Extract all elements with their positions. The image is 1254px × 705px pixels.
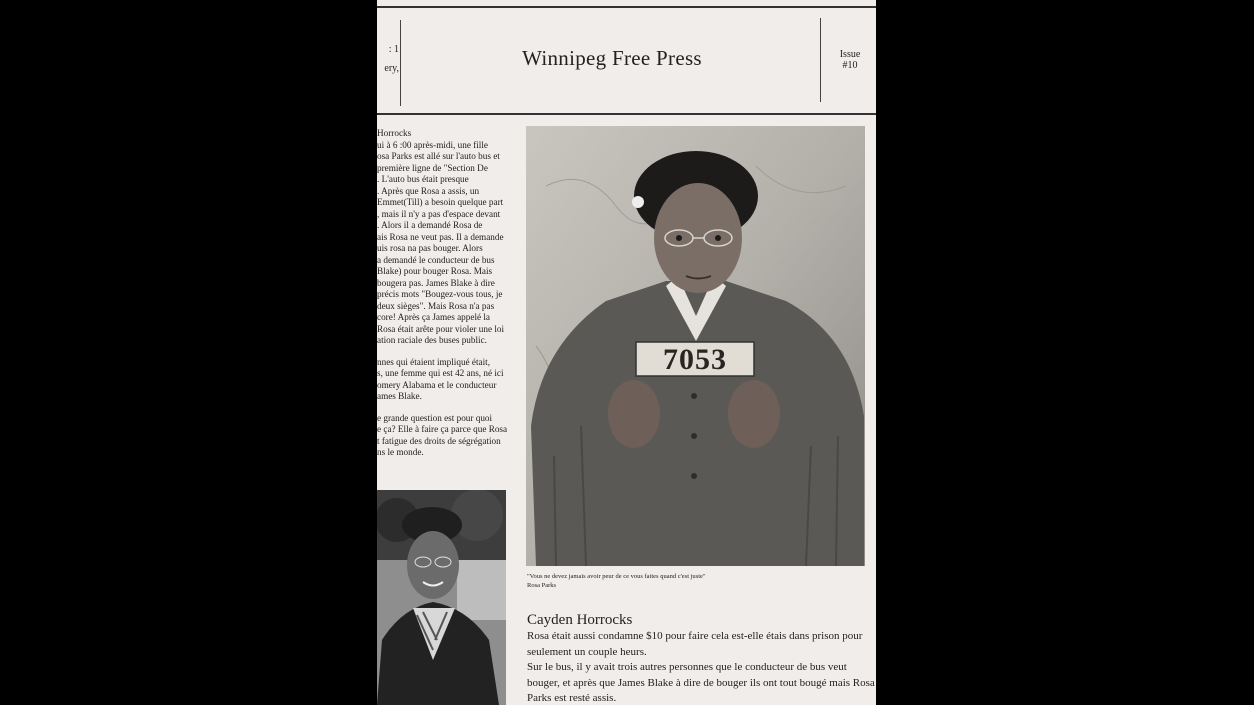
article-paragraph-1: Rosa était aussi condamne $10 pour faire cela est-elle étais dans prison pour seulement un couple heurs. xyxy=(527,630,863,658)
masthead-divider-right xyxy=(820,18,821,102)
left-column-line: osa Parks est allé sur l'auto bus et xyxy=(377,151,500,161)
left-column-line: a demandé le conducteur de bus xyxy=(377,254,495,265)
left-column-line: . Alors il a demandé Rosa de xyxy=(377,220,483,230)
left-column-line: Rosa était arête pour violer une loi xyxy=(377,323,505,334)
left-column-line: Blake) pour bouger Rosa. Mais xyxy=(377,266,493,276)
top-rule xyxy=(377,6,876,8)
article-paragraph-2: Sur le bus, il y avait trois autres personnes que le conducteur de bus veut bouger, et après que James Blake à dire de bouger ils ont tout bougé mais Rosa Parks est resté assis. xyxy=(527,661,875,704)
caption-quote: "Vous ne devez jamais avoir peur de ce vous faites quand c'est juste" xyxy=(527,573,706,580)
left-column-line: , mais il n'y a pas d'espace devant xyxy=(377,208,501,219)
left-paragraph-2 xyxy=(377,357,519,403)
left-paragraph-1 xyxy=(377,140,519,347)
left-column-line: ais Rosa ne veut pas. Il a demande xyxy=(377,231,504,242)
left-column-line: . L'auto bus était presque xyxy=(377,174,469,184)
newspaper-page xyxy=(377,0,876,705)
article-body xyxy=(527,629,876,705)
left-column-line: première ligne de "Section De xyxy=(377,162,488,173)
issue-number: #10 xyxy=(842,60,858,71)
photo-caption xyxy=(527,572,867,590)
issue-label xyxy=(827,49,873,71)
masthead-bottom-rule xyxy=(377,113,876,115)
portrait-illustration xyxy=(377,490,506,705)
left-column-line: s, une femme qui est 42 ans, né ici xyxy=(377,368,504,378)
mugshot-illustration xyxy=(526,126,865,566)
masthead-left-line-2: ery, xyxy=(384,63,399,74)
rosa-parks-portrait-photo xyxy=(377,490,506,705)
left-column-line: . Après que Rosa a assis, un xyxy=(377,185,480,196)
placard-number: 7053 xyxy=(663,343,727,376)
left-column-line: uis rosa na pas bouger. Alors xyxy=(377,243,483,253)
masthead-divider-left xyxy=(400,20,401,106)
left-column-line: Emmet(Till) a besoin quelque part xyxy=(377,197,504,207)
left-paragraph-3 xyxy=(377,413,519,459)
left-column-line: nnes qui étaient impliqué était, xyxy=(377,356,491,367)
left-column-line: e grande question est pour quoi xyxy=(377,412,493,423)
left-column-line: ns le monde. xyxy=(377,447,424,457)
left-column-article xyxy=(377,128,519,469)
left-column-line: ation raciale des buses public. xyxy=(377,335,487,345)
newspaper-title: Winnipeg Free Press xyxy=(522,46,702,70)
caption-attribution: Rosa Parks xyxy=(527,582,557,589)
rosa-parks-mugshot-photo xyxy=(526,126,865,566)
left-byline: Horrocks xyxy=(377,128,412,138)
issue-word: Issue xyxy=(839,49,861,60)
left-column-line: bougera pas. James Blake à dire xyxy=(377,277,495,288)
left-column-line: ames Blake. xyxy=(377,391,422,401)
left-column-line: ui à 6 :00 après-midi, une fille xyxy=(377,139,488,150)
left-column-line: omery Alabama et le conducteur xyxy=(377,379,497,390)
masthead-left-fragment xyxy=(377,40,399,78)
left-column-line: précis mots "Bougez-vous tous, je xyxy=(377,289,503,299)
left-column-line: core! Après ça James appelé la xyxy=(377,312,490,322)
left-column-line: e ça? Elle à faire ça parce que Rosa xyxy=(377,424,508,434)
article-byline: Cayden Horrocks xyxy=(527,612,633,628)
masthead-left-line-1: : 1 xyxy=(388,44,399,55)
left-column-line: t fatigue des droits de ségrégation xyxy=(377,435,501,446)
left-column-line: deux sièges". Mais Rosa n'a pas xyxy=(377,300,495,311)
